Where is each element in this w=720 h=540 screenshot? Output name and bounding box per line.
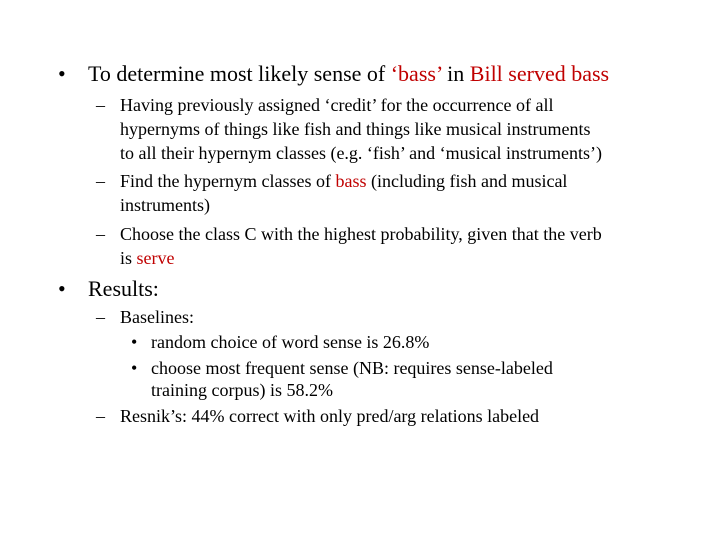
sub-1-3-line-1: Choose the class C with the highest probability, given that the verb	[120, 224, 602, 244]
sub-sub-2-line-1: choose most frequent sense (NB: requires sense-labeled	[151, 358, 553, 378]
sub-sub-bullet-1	[131, 330, 430, 354]
dash-marker: –	[96, 224, 105, 244]
dash-marker: –	[96, 406, 105, 426]
sub-1-1-line-3: to all their hypernym classes (e.g. ‘fish’ and ‘musical instruments’)	[120, 143, 603, 163]
sub-1-2-highlight: bass	[335, 171, 367, 191]
bullet-1	[58, 60, 610, 88]
sub-bullet-1-1-cont	[120, 117, 590, 141]
bullet-2	[58, 275, 159, 303]
sub-bullet-1-1-cont	[120, 141, 602, 165]
bullet-marker: •	[131, 358, 138, 378]
sub-sub-bullet-2	[131, 356, 553, 380]
dash-marker: –	[96, 171, 105, 191]
sub-bullet-2-1	[96, 305, 194, 329]
sub-2-2-text: Resnik’s: 44% correct with only pred/arg relations labeled	[120, 406, 540, 426]
bullet-marker: •	[58, 61, 66, 86]
sub-1-3-highlight: serve	[136, 248, 175, 268]
sub-1-2-line-1: Find the hypernym classes of	[120, 171, 336, 191]
sub-bullet-1-3-cont	[120, 246, 175, 270]
sub-2-1-text: Baselines:	[120, 307, 194, 327]
bullet-1-highlight: Bill served bass	[469, 61, 610, 86]
sub-1-2-line-1-after: (including fish and musical	[366, 171, 568, 191]
sub-1-1-line-1: Having previously assigned ‘credit’ for the occurrence of all	[120, 95, 554, 115]
dash-marker: –	[96, 95, 105, 115]
bullet-marker: •	[58, 276, 66, 301]
sub-bullet-2-2	[96, 404, 540, 428]
sub-sub-bullet-2-cont	[151, 378, 333, 402]
sub-bullet-1-2-cont	[120, 193, 210, 217]
sub-1-1-line-2: hypernyms of things like fish and things like musical instruments	[120, 119, 591, 139]
bullet-1-quoted: ‘bass’	[390, 61, 442, 86]
sub-1-3-line-2: is	[120, 248, 137, 268]
bullet-marker: •	[131, 332, 138, 352]
sub-bullet-1-2	[96, 169, 568, 193]
sub-sub-2-line-2: training corpus) is 58.2%	[151, 380, 333, 400]
dash-marker: –	[96, 307, 105, 327]
bullet-2-text: Results:	[88, 276, 159, 301]
sub-bullet-1-3	[96, 222, 602, 246]
bullet-1-text: To determine most likely sense of	[88, 61, 391, 86]
sub-bullet-1-1	[96, 93, 554, 117]
bullet-1-mid: in	[441, 61, 470, 86]
sub-1-2-line-2: instruments)	[120, 195, 210, 215]
sub-sub-1-text: random choice of word sense is 26.8%	[151, 332, 430, 352]
